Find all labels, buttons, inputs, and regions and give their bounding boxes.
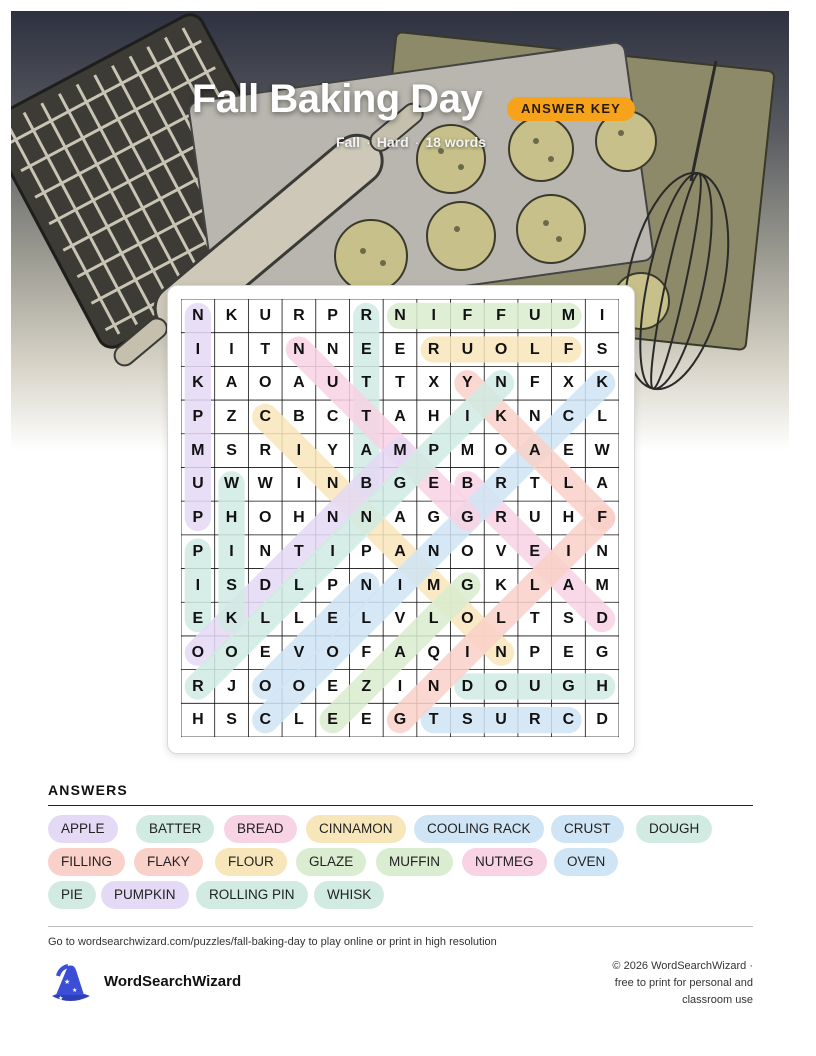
grid-cell[interactable]: N — [360, 509, 373, 527]
answer-chip: ROLLING PIN — [196, 881, 308, 909]
grid-cell[interactable]: N — [326, 509, 339, 527]
grid-cell[interactable]: N — [293, 340, 305, 358]
grid-cell[interactable]: T — [529, 475, 540, 493]
grid-cell[interactable]: H — [192, 711, 204, 729]
grid-cell[interactable]: I — [229, 340, 234, 358]
grid-cell[interactable]: A — [293, 374, 305, 392]
grid-cell[interactable]: S — [462, 711, 473, 729]
grid-cell[interactable]: F — [361, 643, 372, 661]
grid-cell[interactable]: E — [394, 340, 406, 358]
answer-chip: FILLING — [48, 848, 125, 876]
grid-cell[interactable]: E — [259, 643, 271, 661]
grid-cell[interactable]: R — [360, 307, 373, 324]
grid-cell[interactable]: P — [327, 307, 338, 324]
grid-cell[interactable]: F — [496, 307, 506, 324]
grid-cell[interactable]: E — [327, 610, 338, 628]
grid-cell[interactable]: G — [461, 509, 474, 527]
meta-separator: · — [414, 134, 420, 150]
grid-cell[interactable]: X — [428, 374, 440, 392]
grid-cell[interactable]: N — [259, 542, 271, 560]
grid-cell[interactable]: M — [191, 441, 205, 459]
grid-cell[interactable]: U — [326, 374, 339, 392]
grid-cell[interactable]: H — [293, 509, 305, 527]
grid-cell[interactable]: R — [259, 441, 271, 459]
grid-cell[interactable]: K — [225, 307, 238, 324]
grid-cell[interactable]: E — [360, 340, 372, 358]
answer-chip: CINNAMON — [306, 815, 406, 843]
copyright-text — [553, 958, 753, 1009]
grid-cell[interactable]: I — [397, 576, 403, 594]
grid-cell[interactable]: G — [427, 509, 440, 527]
answer-chip: OVEN — [554, 848, 618, 876]
grid-cell[interactable]: E — [327, 677, 338, 695]
grid-cell[interactable]: A — [562, 576, 575, 594]
answer-chip: PIE — [48, 881, 96, 909]
grid-cell[interactable]: L — [428, 610, 439, 628]
grid-cell[interactable]: E — [327, 711, 338, 729]
grid-cell[interactable]: G — [595, 643, 609, 661]
grid-cell[interactable]: I — [465, 408, 470, 426]
grid-cell[interactable]: A — [528, 441, 541, 459]
grid-cell[interactable]: U — [259, 307, 271, 324]
grid-cell[interactable]: O — [494, 677, 508, 695]
grid-cell[interactable]: W — [223, 475, 240, 493]
grid-cell[interactable]: L — [496, 610, 506, 628]
grid-cell[interactable]: V — [293, 643, 305, 661]
answer-chip: CRUST — [551, 815, 624, 843]
grid-cell[interactable]: O — [191, 643, 205, 661]
grid-cell[interactable]: P — [428, 441, 440, 459]
grid-cell[interactable]: S — [226, 441, 237, 459]
grid-cell[interactable]: M — [460, 441, 475, 459]
grid-cell[interactable]: X — [563, 374, 574, 392]
grid-cell[interactable]: B — [293, 408, 305, 426]
grid-cell[interactable]: A — [225, 374, 238, 392]
divider — [48, 926, 753, 927]
grid-cell[interactable]: O — [494, 441, 508, 459]
grid-cell[interactable]: C — [562, 711, 575, 729]
grid-cell[interactable]: T — [361, 408, 372, 426]
grid-cell[interactable]: W — [594, 441, 610, 459]
grid-cell[interactable]: F — [597, 509, 608, 527]
grid-cell[interactable]: M — [595, 576, 609, 594]
grid-cell[interactable]: L — [563, 475, 574, 493]
grid-cell[interactable]: I — [296, 441, 302, 459]
copyright-line: classroom use — [682, 994, 753, 1006]
answer-chip: MUFFIN — [376, 848, 453, 876]
grid-cell[interactable]: R — [528, 711, 541, 729]
grid-cell[interactable]: N — [326, 340, 339, 358]
grid-cell[interactable]: K — [225, 610, 238, 628]
grid-cell[interactable]: R — [427, 340, 440, 358]
grid-cell[interactable]: U — [495, 711, 507, 729]
grid-cell[interactable]: U — [528, 307, 541, 324]
grid-cell[interactable]: Z — [226, 408, 237, 426]
grid-cell[interactable]: L — [294, 576, 304, 594]
grid-cell[interactable]: L — [361, 610, 372, 628]
grid-cell[interactable]: S — [226, 711, 237, 729]
answer-chip: PUMPKIN — [101, 881, 189, 909]
grid-cell[interactable]: S — [226, 576, 237, 594]
meta-difficulty: Hard — [376, 134, 409, 150]
grid-cell[interactable]: O — [292, 677, 306, 695]
grid-cell[interactable]: L — [529, 340, 540, 358]
grid-cell[interactable]: J — [227, 677, 236, 695]
grid-cell[interactable]: L — [597, 408, 608, 426]
grid-cell[interactable]: F — [563, 340, 574, 358]
word-search-grid — [181, 299, 619, 737]
grid-cell[interactable]: A — [360, 441, 373, 459]
grid-cell[interactable]: K — [495, 576, 507, 594]
grid-cell[interactable]: O — [258, 677, 272, 695]
grid-cell[interactable]: R — [495, 475, 507, 493]
grid-cell[interactable]: U — [528, 677, 541, 695]
grid-cell[interactable]: D — [596, 711, 608, 729]
grid-cell[interactable]: N — [596, 542, 608, 560]
grid-cell[interactable]: U — [528, 509, 541, 527]
grid-cell[interactable]: I — [195, 576, 201, 594]
grid-cell[interactable]: K — [495, 408, 507, 426]
grid-cell[interactable]: D — [259, 576, 271, 594]
grid-cell[interactable]: I — [431, 307, 436, 324]
grid-cell[interactable]: K — [192, 374, 204, 392]
grid-cell[interactable]: R — [192, 677, 204, 695]
grid-cell[interactable]: T — [395, 374, 405, 392]
grid-cell[interactable]: A — [394, 542, 406, 560]
grid-cell[interactable]: N — [427, 677, 440, 695]
grid-cell[interactable]: E — [563, 441, 574, 459]
grid-cell[interactable]: U — [192, 475, 204, 493]
grid-cell[interactable]: O — [258, 509, 272, 527]
puzzle-meta — [311, 134, 511, 150]
grid-cell[interactable]: T — [361, 374, 372, 392]
grid-cell[interactable]: I — [296, 475, 302, 493]
grid-cell[interactable]: P — [192, 408, 204, 426]
brand-name: WordSearchWizard — [104, 973, 242, 990]
grid-cell[interactable]: M — [561, 307, 576, 324]
grid-cell[interactable]: T — [428, 711, 439, 729]
grid-cell[interactable]: P — [529, 643, 541, 661]
grid-cell[interactable]: I — [195, 340, 201, 358]
grid-cell[interactable]: T — [260, 340, 271, 358]
grid-cell[interactable]: L — [294, 711, 304, 729]
answer-chip: BREAD — [224, 815, 297, 843]
answer-chip: APPLE — [48, 815, 118, 843]
answers-heading: ANSWERS — [48, 782, 128, 798]
grid-cell[interactable]: E — [360, 711, 372, 729]
grid-cell[interactable]: I — [397, 677, 403, 695]
grid-cell[interactable]: O — [461, 610, 474, 628]
svg-text:★: ★ — [64, 978, 71, 986]
grid-cell[interactable]: I — [330, 542, 335, 560]
answer-chip: BATTER — [136, 815, 214, 843]
grid-cell[interactable]: Q — [427, 643, 440, 661]
grid-cell[interactable]: B — [360, 475, 373, 493]
grid-cell[interactable]: V — [495, 542, 507, 560]
grid-cell[interactable]: I — [465, 643, 470, 661]
grid-cell[interactable]: R — [293, 307, 305, 324]
grid-cell[interactable]: P — [327, 576, 338, 594]
footer-link-text: Go to wordsearchwizard.com/puzzles/fall-baking-day to play online or print in high resolution — [48, 936, 497, 948]
grid-cell[interactable]: I — [229, 542, 234, 560]
grid-cell[interactable]: I — [599, 307, 605, 324]
grid-cell[interactable]: A — [394, 643, 406, 661]
grid-cell[interactable]: V — [394, 610, 406, 628]
grid-cell[interactable]: E — [563, 643, 574, 661]
answer-chip: FLOUR — [215, 848, 287, 876]
grid-cell[interactable]: N — [394, 307, 406, 324]
grid-cell[interactable]: N — [427, 542, 440, 560]
grid-cell[interactable]: Z — [361, 677, 372, 695]
grid-cell[interactable]: Y — [462, 374, 473, 392]
grid-cell[interactable]: N — [528, 408, 541, 426]
wizard-hat-icon — [46, 962, 94, 1004]
answer-chip: COOLING RACK — [414, 815, 544, 843]
grid-cell[interactable]: O — [461, 542, 474, 560]
answer-chip: DOUGH — [636, 815, 712, 843]
grid-cell[interactable]: D — [596, 610, 608, 628]
grid-cell[interactable]: U — [461, 340, 474, 358]
answer-chip: FLAKY — [134, 848, 203, 876]
grid-cell[interactable]: L — [260, 610, 271, 628]
grid-cell[interactable]: C — [259, 408, 271, 426]
grid-cell[interactable]: C — [326, 408, 339, 426]
grid-cell[interactable]: T — [529, 610, 540, 628]
grid-cell[interactable]: Y — [327, 441, 338, 459]
grid-cell[interactable]: O — [326, 643, 339, 661]
grid-cell[interactable]: M — [393, 441, 407, 459]
grid-cell[interactable]: G — [461, 576, 474, 594]
grid-cell[interactable]: W — [257, 475, 273, 493]
grid-cell[interactable]: C — [259, 711, 271, 729]
grid-cell[interactable]: S — [563, 610, 574, 628]
grid-cell[interactable]: F — [529, 374, 540, 392]
grid-cell[interactable]: P — [360, 542, 372, 560]
grid-cell[interactable]: I — [566, 542, 571, 560]
answer-key-badge: ANSWER KEY — [507, 97, 635, 121]
grid-cell[interactable]: P — [192, 509, 204, 527]
meta-season: Fall — [335, 134, 361, 150]
grid-cell[interactable]: N — [326, 475, 339, 493]
grid-cell[interactable]: D — [461, 677, 474, 695]
grid-cell[interactable]: P — [192, 542, 204, 560]
grid-cell[interactable]: N — [192, 307, 204, 324]
grid-cell[interactable]: G — [562, 677, 575, 695]
grid-cell[interactable]: A — [394, 408, 406, 426]
grid-cell[interactable]: F — [462, 307, 473, 324]
meta-separator: · — [366, 134, 371, 150]
grid-cell[interactable]: E — [192, 610, 204, 628]
grid-cell[interactable]: E — [529, 542, 541, 560]
grid-cell[interactable]: H — [562, 509, 575, 527]
grid-cell[interactable]: O — [494, 340, 508, 358]
grid-cell[interactable]: H — [596, 677, 608, 695]
meta-word-count: 18 words — [425, 134, 487, 150]
grid-cell[interactable]: A — [596, 475, 608, 493]
svg-text:★: ★ — [58, 995, 64, 1002]
grid-cell[interactable]: M — [427, 576, 441, 594]
grid-cell[interactable]: L — [294, 610, 304, 628]
grid-cell[interactable]: B — [461, 475, 474, 493]
grid-cell[interactable]: E — [428, 475, 440, 493]
grid-cell[interactable]: G — [393, 475, 407, 493]
answer-chip: WHISK — [314, 881, 384, 909]
grid-cell[interactable]: R — [495, 509, 507, 527]
page-title: Fall Baking Day — [191, 77, 483, 121]
grid-cell[interactable]: H — [225, 509, 238, 527]
answer-chip: NUTMEG — [462, 848, 547, 876]
grid-cell[interactable]: S — [596, 340, 608, 358]
copyright-line: free to print for personal and — [614, 977, 753, 989]
answer-chip: GLAZE — [296, 848, 366, 876]
divider — [48, 805, 753, 806]
grid-cell[interactable]: N — [495, 374, 507, 392]
grid-cell[interactable]: O — [225, 643, 238, 661]
copyright-line: © 2026 WordSearchWizard · — [612, 960, 753, 972]
grid-cell[interactable]: N — [360, 576, 373, 594]
grid-cell[interactable]: C — [562, 408, 575, 426]
grid-cell[interactable]: T — [294, 542, 304, 560]
grid-cell[interactable]: K — [596, 374, 608, 392]
grid-cell[interactable]: N — [495, 643, 507, 661]
svg-text:★: ★ — [72, 987, 78, 994]
grid-cell[interactable]: A — [394, 509, 406, 527]
grid-cell[interactable]: H — [427, 408, 440, 426]
grid-cell[interactable]: O — [258, 374, 272, 392]
grid-cell[interactable]: L — [529, 576, 540, 594]
grid-cell[interactable]: G — [393, 711, 407, 729]
